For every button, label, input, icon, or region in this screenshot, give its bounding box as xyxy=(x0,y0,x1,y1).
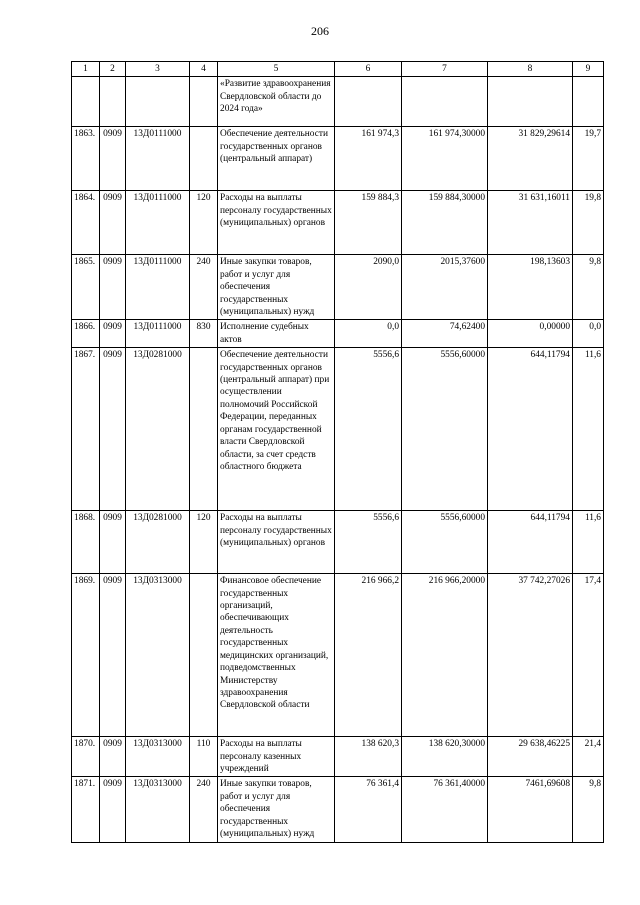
row-number-cell: 1869. xyxy=(72,574,100,737)
column-header: 6 xyxy=(335,62,402,77)
row-number-cell: 1870. xyxy=(72,737,100,777)
section-code-cell: 0909 xyxy=(100,127,126,191)
row-number-cell: 1871. xyxy=(72,777,100,842)
section-code-cell: 0909 xyxy=(100,255,126,320)
table-row xyxy=(72,191,604,255)
section-code-cell: 0909 xyxy=(100,511,126,574)
table-row xyxy=(72,320,604,348)
expense-type-cell: 120 xyxy=(190,511,218,574)
percent-executed-cell: 0,0 xyxy=(573,320,604,348)
item-name-cell: Обеспечение деятельности государственных органов (центральный аппарат) при осуществлении полномочий Российской Федерации, переданных органам государственной власти Свердловской области, за счет средств областного бюджета xyxy=(218,348,335,511)
column-header: 5 xyxy=(218,62,335,77)
target-article-cell: 13Д0313000 xyxy=(126,777,190,842)
section-code-cell: 0909 xyxy=(100,737,126,777)
plan-amount-cell: 0,0 xyxy=(335,320,402,348)
plan-amount-cell: 161 974,3 xyxy=(335,127,402,191)
item-name-cell: Расходы на выплаты персоналу государственных (муниципальных) органов xyxy=(218,191,335,255)
approved-amount-cell: 161 974,30000 xyxy=(402,127,488,191)
column-header: 1 xyxy=(72,62,100,77)
executed-amount-cell: 644,11794 xyxy=(488,348,573,511)
section-code-cell: 0909 xyxy=(100,348,126,511)
target-article-cell: 13Д0111000 xyxy=(126,127,190,191)
plan-amount-cell xyxy=(335,77,402,127)
target-article-cell xyxy=(126,77,190,127)
target-article-cell: 13Д0313000 xyxy=(126,574,190,737)
percent-executed-cell: 21,4 xyxy=(573,737,604,777)
expense-type-cell xyxy=(190,127,218,191)
approved-amount-cell: 216 966,20000 xyxy=(402,574,488,737)
column-header: 9 xyxy=(573,62,604,77)
expense-type-cell: 120 xyxy=(190,191,218,255)
plan-amount-cell: 159 884,3 xyxy=(335,191,402,255)
approved-amount-cell: 138 620,30000 xyxy=(402,737,488,777)
plan-amount-cell: 5556,6 xyxy=(335,348,402,511)
approved-amount-cell: 76 361,40000 xyxy=(402,777,488,842)
plan-amount-cell: 76 361,4 xyxy=(335,777,402,842)
column-header: 8 xyxy=(488,62,573,77)
row-number-cell: 1868. xyxy=(72,511,100,574)
row-number-cell: 1866. xyxy=(72,320,100,348)
percent-executed-cell xyxy=(573,77,604,127)
column-header: 4 xyxy=(190,62,218,77)
approved-amount-cell: 159 884,30000 xyxy=(402,191,488,255)
table-row xyxy=(72,511,604,574)
target-article-cell: 13Д0111000 xyxy=(126,320,190,348)
item-name-cell: Финансовое обеспечение государственных организаций, обеспечивающих деятельность государственных медицинских организаций, подведомственных Министерству здравоохранения Свердловской области xyxy=(218,574,335,737)
executed-amount-cell: 37 742,27026 xyxy=(488,574,573,737)
percent-executed-cell: 9,8 xyxy=(573,777,604,842)
column-header: 7 xyxy=(402,62,488,77)
table-row xyxy=(72,77,604,127)
target-article-cell: 13Д0281000 xyxy=(126,348,190,511)
item-name-cell: «Развитие здравоохранения Свердловской области до 2024 года» xyxy=(218,77,335,127)
executed-amount-cell: 29 638,46225 xyxy=(488,737,573,777)
target-article-cell: 13Д0313000 xyxy=(126,737,190,777)
target-article-cell: 13Д0111000 xyxy=(126,255,190,320)
table-header-row xyxy=(72,62,604,77)
item-name-cell: Иные закупки товаров, работ и услуг для обеспечения государственных (муниципальных) нужд xyxy=(218,777,335,842)
executed-amount-cell: 0,00000 xyxy=(488,320,573,348)
approved-amount-cell: 74,62400 xyxy=(402,320,488,348)
row-number-cell: 1864. xyxy=(72,191,100,255)
percent-executed-cell: 9,8 xyxy=(573,255,604,320)
page-number: 206 xyxy=(311,24,329,38)
executed-amount-cell: 644,11794 xyxy=(488,511,573,574)
item-name-cell: Расходы на выплаты персоналу государственных (муниципальных) органов xyxy=(218,511,335,574)
table-row xyxy=(72,777,604,842)
column-header: 2 xyxy=(100,62,126,77)
item-name-cell: Обеспечение деятельности государственных органов (центральный аппарат) xyxy=(218,127,335,191)
section-code-cell: 0909 xyxy=(100,574,126,737)
expense-type-cell: 110 xyxy=(190,737,218,777)
section-code-cell: 0909 xyxy=(100,191,126,255)
column-header: 3 xyxy=(126,62,190,77)
executed-amount-cell: 7461,69608 xyxy=(488,777,573,842)
approved-amount-cell xyxy=(402,77,488,127)
percent-executed-cell: 19,7 xyxy=(573,127,604,191)
expense-type-cell xyxy=(190,574,218,737)
executed-amount-cell: 31 631,16011 xyxy=(488,191,573,255)
table-row xyxy=(72,574,604,737)
executed-amount-cell: 198,13603 xyxy=(488,255,573,320)
target-article-cell: 13Д0111000 xyxy=(126,191,190,255)
section-code-cell xyxy=(100,77,126,127)
plan-amount-cell: 138 620,3 xyxy=(335,737,402,777)
row-number-cell: 1867. xyxy=(72,348,100,511)
executed-amount-cell xyxy=(488,77,573,127)
table-row xyxy=(72,348,604,511)
target-article-cell: 13Д0281000 xyxy=(126,511,190,574)
approved-amount-cell: 2015,37600 xyxy=(402,255,488,320)
item-name-cell: Исполнение судебных актов xyxy=(218,320,335,348)
expense-type-cell: 830 xyxy=(190,320,218,348)
approved-amount-cell: 5556,60000 xyxy=(402,348,488,511)
percent-executed-cell: 19,8 xyxy=(573,191,604,255)
section-code-cell: 0909 xyxy=(100,777,126,842)
row-number-cell xyxy=(72,77,100,127)
percent-executed-cell: 17,4 xyxy=(573,574,604,737)
plan-amount-cell: 216 966,2 xyxy=(335,574,402,737)
budget-table xyxy=(71,61,604,843)
expense-type-cell xyxy=(190,77,218,127)
row-number-cell: 1865. xyxy=(72,255,100,320)
plan-amount-cell: 5556,6 xyxy=(335,511,402,574)
expense-type-cell xyxy=(190,348,218,511)
table-row xyxy=(72,737,604,777)
item-name-cell: Расходы на выплаты персоналу казенных учреждений xyxy=(218,737,335,777)
percent-executed-cell: 11,6 xyxy=(573,348,604,511)
table-row xyxy=(72,127,604,191)
expense-type-cell: 240 xyxy=(190,255,218,320)
plan-amount-cell: 2090,0 xyxy=(335,255,402,320)
row-number-cell: 1863. xyxy=(72,127,100,191)
executed-amount-cell: 31 829,29614 xyxy=(488,127,573,191)
section-code-cell: 0909 xyxy=(100,320,126,348)
expense-type-cell: 240 xyxy=(190,777,218,842)
item-name-cell: Иные закупки товаров, работ и услуг для обеспечения государственных (муниципальных) нужд xyxy=(218,255,335,320)
approved-amount-cell: 5556,60000 xyxy=(402,511,488,574)
table-row xyxy=(72,255,604,320)
percent-executed-cell: 11,6 xyxy=(573,511,604,574)
